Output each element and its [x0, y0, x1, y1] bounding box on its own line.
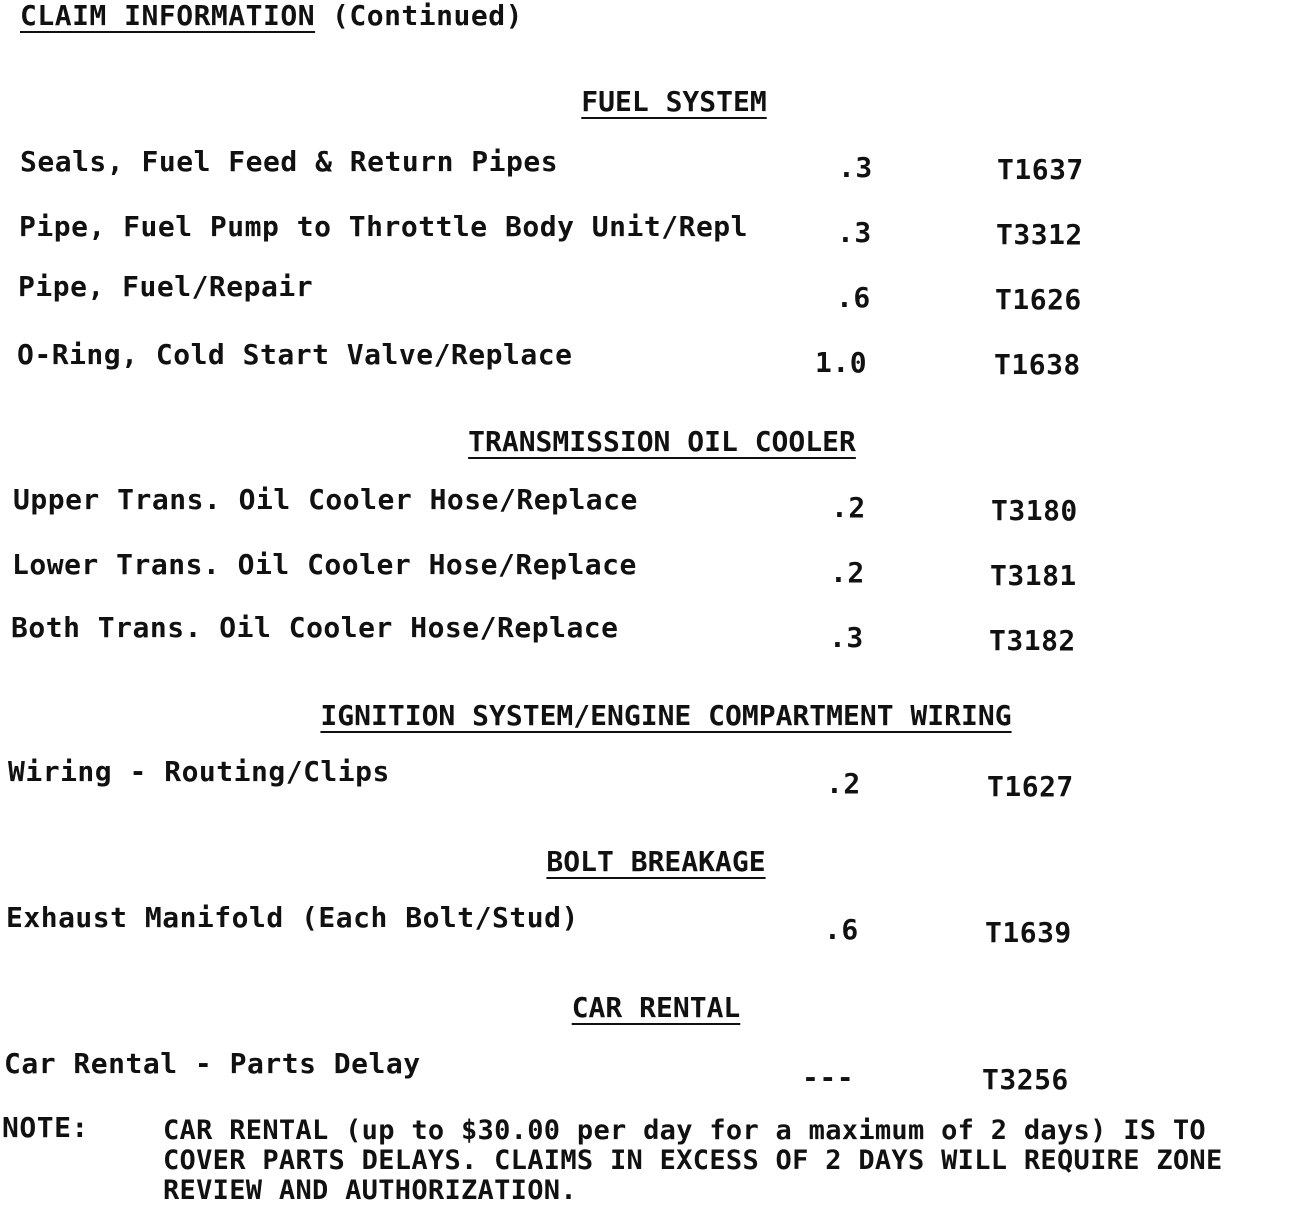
item-time: .6 — [824, 913, 859, 946]
item-code: T3181 — [990, 559, 1077, 592]
section-heading-transmission-oil-cooler: TRANSMISSION OIL COOLER — [468, 425, 856, 458]
item-label: Both Trans. Oil Cooler Hose/Replace — [11, 611, 619, 644]
item-label: Exhaust Manifold (Each Bolt/Stud) — [6, 901, 579, 934]
item-label: Upper Trans. Oil Cooler Hose/Replace — [13, 483, 638, 516]
item-label: Pipe, Fuel Pump to Throttle Body Unit/Repl — [19, 210, 749, 243]
item-label: Lower Trans. Oil Cooler Hose/Replace — [12, 548, 637, 581]
page-title: CLAIM INFORMATION — [20, 0, 316, 32]
item-time: .6 — [836, 281, 871, 314]
section-heading-bolt-breakage: BOLT BREAKAGE — [546, 845, 766, 878]
item-code: T1638 — [994, 348, 1081, 381]
item-label: O-Ring, Cold Start Valve/Replace — [17, 338, 573, 371]
item-time: .3 — [829, 621, 864, 654]
item-code: T3312 — [996, 218, 1083, 251]
note-label: NOTE: — [2, 1111, 89, 1144]
item-time: --- — [802, 1061, 855, 1094]
item-code: T1639 — [985, 916, 1072, 949]
item-code: T1627 — [987, 770, 1074, 803]
item-time: .3 — [838, 151, 873, 184]
item-time: .2 — [830, 556, 865, 589]
item-code: T3180 — [991, 494, 1078, 527]
note-text: CAR RENTAL (up to $30.00 per day for a maximum of 2 days) IS TO COVER PARTS DELAYS. CLAIMS IN EXCESS OF 2 DAYS WILL REQUIRE ZONE REVIEW AND AUTHORIZATION. — [163, 1115, 1223, 1206]
item-label: Pipe, Fuel/Repair — [18, 270, 314, 303]
item-time: .2 — [831, 491, 866, 524]
item-code: T3256 — [982, 1063, 1069, 1096]
item-time: .3 — [837, 216, 872, 249]
page-title-continued: (Continued) — [332, 0, 523, 32]
item-code: T3182 — [989, 624, 1076, 657]
item-label: Seals, Fuel Feed & Return Pipes — [20, 145, 559, 178]
item-code: T1637 — [997, 153, 1084, 186]
item-code: T1626 — [995, 283, 1082, 316]
item-label: Car Rental - Parts Delay — [4, 1047, 421, 1080]
section-heading-car-rental: CAR RENTAL — [571, 991, 741, 1024]
item-label: Wiring - Routing/Clips — [8, 755, 390, 788]
section-heading-ignition-system: IGNITION SYSTEM/ENGINE COMPARTMENT WIRING — [320, 699, 1012, 732]
item-time: .2 — [826, 767, 861, 800]
section-heading-fuel-system: FUEL SYSTEM — [581, 85, 767, 118]
item-time: 1.0 — [815, 346, 868, 379]
